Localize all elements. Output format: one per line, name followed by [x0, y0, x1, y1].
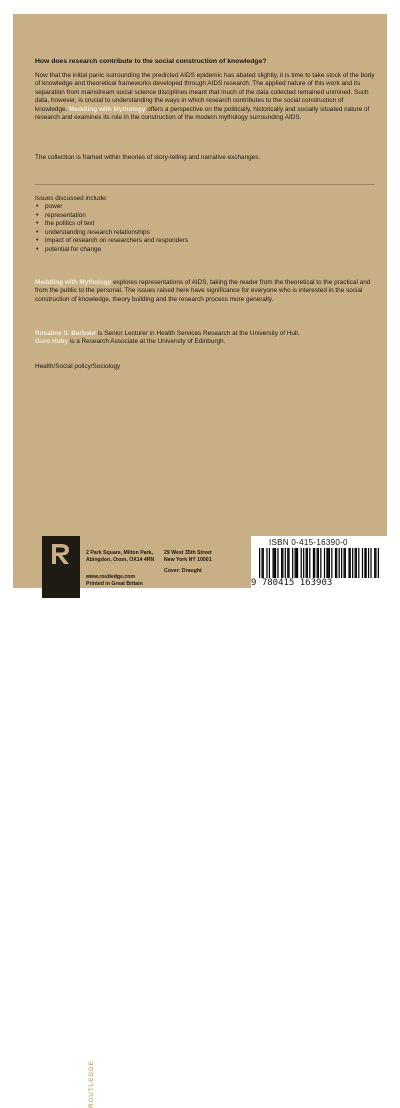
list-item: • power	[35, 203, 188, 212]
barcode-bar	[345, 548, 346, 578]
barcode-bar	[307, 548, 308, 578]
editor-bio: is Senior Lecturer in Health Services Research at the University of Hull.	[97, 330, 300, 337]
barcode-bar	[326, 548, 327, 578]
barcode-bar	[266, 548, 267, 578]
barcode-bar	[374, 548, 375, 578]
barcode-bar	[348, 548, 349, 578]
editor-line	[35, 338, 375, 346]
barcode-bar	[358, 548, 359, 578]
barcode-bar	[263, 548, 264, 578]
barcode-bar	[335, 548, 336, 578]
barcode-bar	[352, 548, 353, 578]
address-line: Abingdon, Oxon, OX14 4RN	[86, 557, 155, 563]
section-divider	[35, 184, 375, 185]
issues-heading: Issues discussed include:	[35, 195, 108, 202]
barcode-bar	[328, 548, 329, 578]
barcode-bar	[320, 548, 321, 578]
barcode-bar	[292, 548, 293, 578]
address-line: New York NY 10001	[164, 557, 212, 563]
list-item: • representation	[35, 212, 188, 221]
barcode-bar	[295, 548, 296, 578]
barcode-bar	[269, 548, 270, 578]
list-item: • the politics of text	[35, 220, 188, 229]
barcode-bar	[356, 548, 357, 578]
book-title-highlight: Meddling with Mythology	[35, 279, 112, 286]
framing-paragraph: The collection is framed within theories of story-telling and narrative exchanges.	[35, 154, 261, 161]
printed-note: Printed in Great Britain	[86, 581, 143, 587]
editor-bio: is a Research Associate at the University of Edinburgh.	[69, 338, 226, 346]
uk-address	[86, 550, 164, 564]
editor-name: Guro Huby	[35, 338, 69, 346]
cover-credit: Cover: Draught	[164, 568, 202, 574]
barcode-bar	[274, 548, 275, 578]
intro-text-continued: offers a perspective on the politically, historically and socially situated nature of research and examines its role in the construction of the modern mythology surrounding AIDS.	[35, 105, 370, 122]
editor-name: Rosaline S. Barbour	[35, 330, 97, 337]
barcode-bar	[309, 548, 310, 578]
barcode-bar	[301, 548, 302, 578]
address-line: 29 West 35th Street	[164, 550, 212, 556]
cover-question: How does research contribute to the social construction of knowledge?	[35, 58, 267, 65]
back-cover	[13, 14, 387, 1108]
intro-text: Now that the initial panic surrounding the predicted AIDS epidemic has abated slightly, it is time to take stock of the body of knowledge and theoretical frameworks developed through AIDS research. The applied nature of this work and its separation from mainstream social science disciplines meant that much of the data collected remained unmined. Such data, however, is crucial to understanding the ways in which research contributes to the social construction of knowledge.	[35, 72, 375, 113]
publisher-logo	[42, 536, 95, 1108]
editor-line	[35, 330, 375, 338]
barcode-bar	[288, 548, 289, 578]
barcode-bar	[287, 548, 288, 578]
list-item: • impact of research on researchers and responders	[35, 237, 188, 246]
publisher-name: ROUTLEDGE	[88, 1060, 95, 1108]
summary-text: explores representations of AIDS, taking the reader from the theoretical to the practical and from the public to the personal. The issues raised here have significance for everyone who is interested in the social construction of knowledge, theory building and the research process more generally.	[35, 279, 371, 303]
intro-paragraph	[35, 72, 375, 122]
barcode-bar	[362, 548, 363, 578]
barcode-bar	[261, 548, 262, 578]
subject-category: Health/Social policy/Sociology	[35, 363, 121, 370]
editors-paragraph	[35, 330, 375, 347]
barcode-bar	[281, 548, 282, 578]
barcode-bar	[282, 548, 283, 578]
barcode-bar	[378, 548, 379, 578]
address-line: 2 Park Square, Milton Park,	[86, 550, 153, 556]
barcode-bar	[341, 548, 342, 578]
ean-number: 9 780415 163903	[251, 578, 333, 588]
barcode	[251, 536, 387, 592]
barcode-bar	[297, 548, 298, 578]
barcode-bar	[329, 548, 330, 578]
barcode-bar	[275, 548, 276, 578]
barcode-bar	[355, 548, 356, 578]
barcode-bar	[277, 548, 278, 578]
barcode-bar	[306, 548, 307, 578]
routledge-r-icon	[50, 542, 72, 566]
barcode-bar	[285, 548, 286, 578]
barcode-bar	[317, 548, 318, 578]
barcode-bar	[331, 548, 332, 578]
barcode-bar	[339, 548, 340, 578]
barcode-bar	[303, 548, 304, 578]
barcode-bar	[370, 548, 371, 578]
barcode-bar	[296, 548, 297, 578]
barcode-bar	[343, 548, 344, 578]
barcode-bar	[314, 548, 315, 578]
issues-list	[35, 203, 188, 255]
barcode-bars	[259, 548, 379, 578]
publisher-web	[86, 574, 176, 588]
isbn-number: ISBN 0-415-16390-0	[269, 538, 348, 547]
barcode-bar	[350, 548, 351, 578]
list-item: • potential for change	[35, 246, 188, 255]
barcode-bar	[336, 548, 337, 578]
website-link: www.routledge.com	[86, 574, 136, 580]
barcode-bar	[368, 548, 369, 578]
summary-paragraph	[35, 279, 375, 304]
barcode-bar	[259, 548, 260, 578]
list-item: • understanding research relationships	[35, 229, 188, 238]
barcode-bar	[272, 548, 273, 578]
barcode-bar	[324, 548, 325, 578]
barcode-bar	[366, 548, 367, 578]
barcode-bar	[375, 548, 376, 578]
barcode-bar	[318, 548, 319, 578]
us-address	[164, 550, 234, 564]
book-title-highlight: Meddling with Mythology	[69, 105, 146, 113]
barcode-bar	[313, 548, 314, 578]
barcode-bar	[364, 548, 365, 578]
